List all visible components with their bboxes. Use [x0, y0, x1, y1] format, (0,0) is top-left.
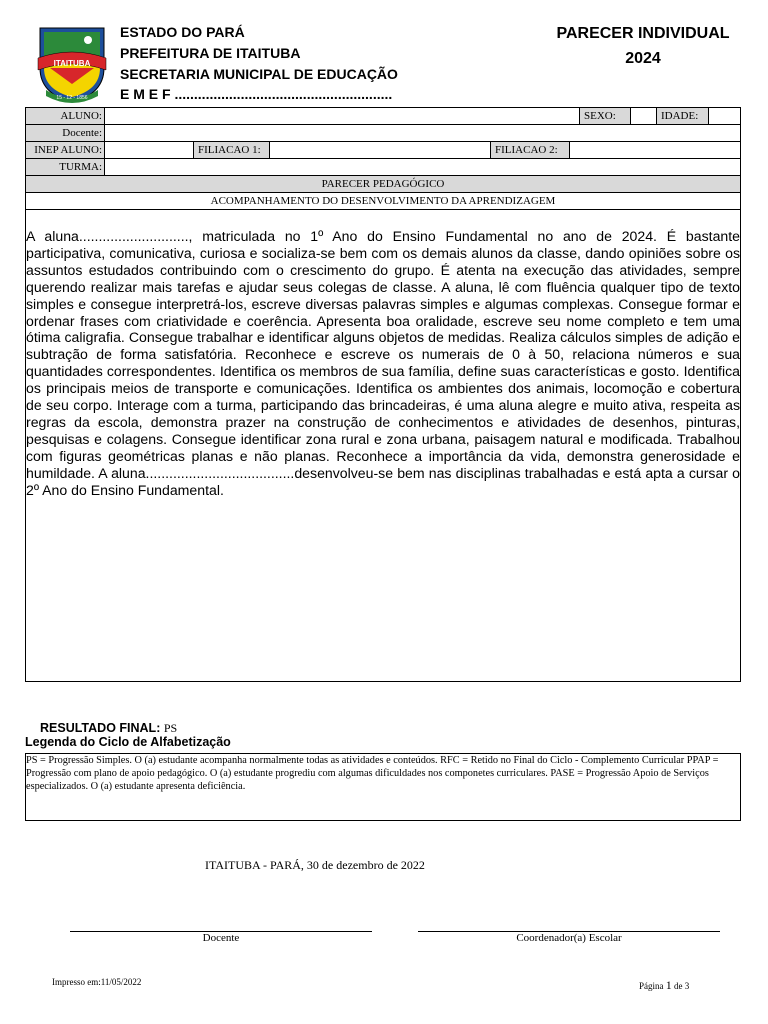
final-result-label: RESULTADO FINAL: — [40, 721, 161, 735]
inep-field[interactable] — [105, 142, 194, 158]
section-subtitle: ACOMPANHAMENTO DO DESENVOLVIMENTO DA APRENDIZAGEM — [210, 195, 556, 207]
turma-field[interactable] — [105, 159, 740, 175]
final-result-value: PS — [163, 721, 178, 735]
page-prefix: Página — [639, 981, 664, 991]
filiacao2-field[interactable] — [570, 142, 740, 158]
header-secretaria: SECRETARIA MUNICIPAL DE EDUCAÇÃO — [120, 66, 398, 82]
sexo-label: SEXO: — [580, 108, 631, 124]
row-docente — [25, 125, 741, 142]
final-result — [40, 721, 177, 736]
legend-title: Legenda do Ciclo de Alfabetização — [25, 735, 231, 749]
inep-label: INEP ALUNO: — [26, 142, 105, 158]
filiacao1-label: FILIACAO 1: — [194, 142, 270, 158]
filiacao1-field[interactable] — [270, 142, 491, 158]
idade-label: IDADE: — [657, 108, 709, 124]
row-aluno — [25, 107, 741, 125]
legend-text: PS = Progressão Simples. O (a) estudante acompanha normalmente todas as atividades e conteúdos. RFC = Retido no Final do Ciclo - Complemento Curricular PPAP = Progressão com plano de apoio pedagógico. O (a) estudante progrediu com algumas dificuldades nos componetes curriculares. PASE = Progressão Apoio de Serviços especializados. O (a) estudante apresenta deficiência. — [26, 755, 719, 792]
filiacao2-label: FILIACAO 2: — [491, 142, 570, 158]
section-title: PARECER PEDAGÓGICO — [26, 176, 740, 192]
page-current: 1 — [665, 978, 672, 992]
logo-text: ITAITUBA — [53, 59, 91, 68]
docente-label: Docente: — [26, 125, 105, 141]
page-number — [639, 978, 689, 993]
turma-label: TURMA: — [26, 159, 105, 175]
logo-date: 15 - 12 - 1856 — [56, 95, 88, 101]
idade-field[interactable] — [709, 108, 740, 124]
header-school: E M E F ........................................................ — [120, 86, 393, 102]
document-title: PARECER INDIVIDUAL — [556, 25, 730, 42]
student-form — [25, 107, 741, 210]
place-date: ITAITUBA - PARÁ, 30 de dezembro de 2022 — [205, 858, 425, 872]
row-turma — [25, 159, 741, 176]
document-year: 2024 — [625, 50, 661, 67]
itaituba-coat-of-arms-logo — [36, 24, 108, 104]
row-inep — [25, 142, 741, 159]
aluno-label: ALUNO: — [26, 108, 105, 124]
header-prefeitura: PREFEITURA DE ITAITUBA — [120, 45, 301, 61]
sexo-field[interactable] — [631, 108, 657, 124]
coordenador-signature-label: Coordenador(a) Escolar — [516, 932, 622, 944]
docente-signature-label: Docente — [202, 932, 240, 944]
aluno-field[interactable] — [105, 108, 580, 124]
row-section-title — [25, 176, 741, 193]
docente-field[interactable] — [105, 125, 740, 141]
header-state: ESTADO DO PARÁ — [120, 24, 245, 40]
parecer-text: A aluna............................, matriculada no 1º Ano do Ensino Fundamental no ano de 2024. É bastante participativa, comunicativa, curiosa e socializa-se bem com os demais alunos da classe, dando opiniões sobre os assuntos estudados contribuindo com o crescimento do grupo. É atenta na execução das atividades, sempre querendo realizar mais tarefas e ajudar seus colegas de classe. A aluna, lê com fluência qualquer tipo de texto simples e consegue interpretrá-los, escreve diversas palavras simples e algumas complexas. Consegue formar e ordenar frases com criatividade e coerência. Apresenta boa oralidade, escreve seu nome completo e tem uma ótima caligrafia. Consegue trabalhar e identificar alguns objetos de medidas. Realiza cálculos simples de adição e subtração de forma satisfatória. Reconhece e escreve os numerais de 0 à 50, relaciona números e sua quantidades correspondentes. Identifica os membros de sua família, define suas características e gosto. Identifica os principais meios de transporte e comunicações. Identifica os ambientes dos animais, locomoção e cobertura de seu corpo. Interage com a turma, participando das brincadeiras, é uma aluna alegre e muito ativa, respeita as regras da escola, demonstra prazer na construção de conhecimentos e atividades de desenhos, pinturas, pesquisas e colagens. Consegue identificar zona rural e zona urbana, paisagem natural e modificada. Trabalhou com figuras geométricas planas e não planas. Reconhece a importância da vida, demonstra generosidade e humildade. A aluna......................................desenvolveu-se bem nas disciplinas trabalhadas e está apta a cursar o 2º Ano do Ensino Fundamental. — [26, 228, 740, 498]
page-suffix: de 3 — [674, 981, 690, 991]
printed-date: Impresso em:11/05/2022 — [52, 977, 142, 987]
row-section-subtitle — [25, 193, 741, 210]
